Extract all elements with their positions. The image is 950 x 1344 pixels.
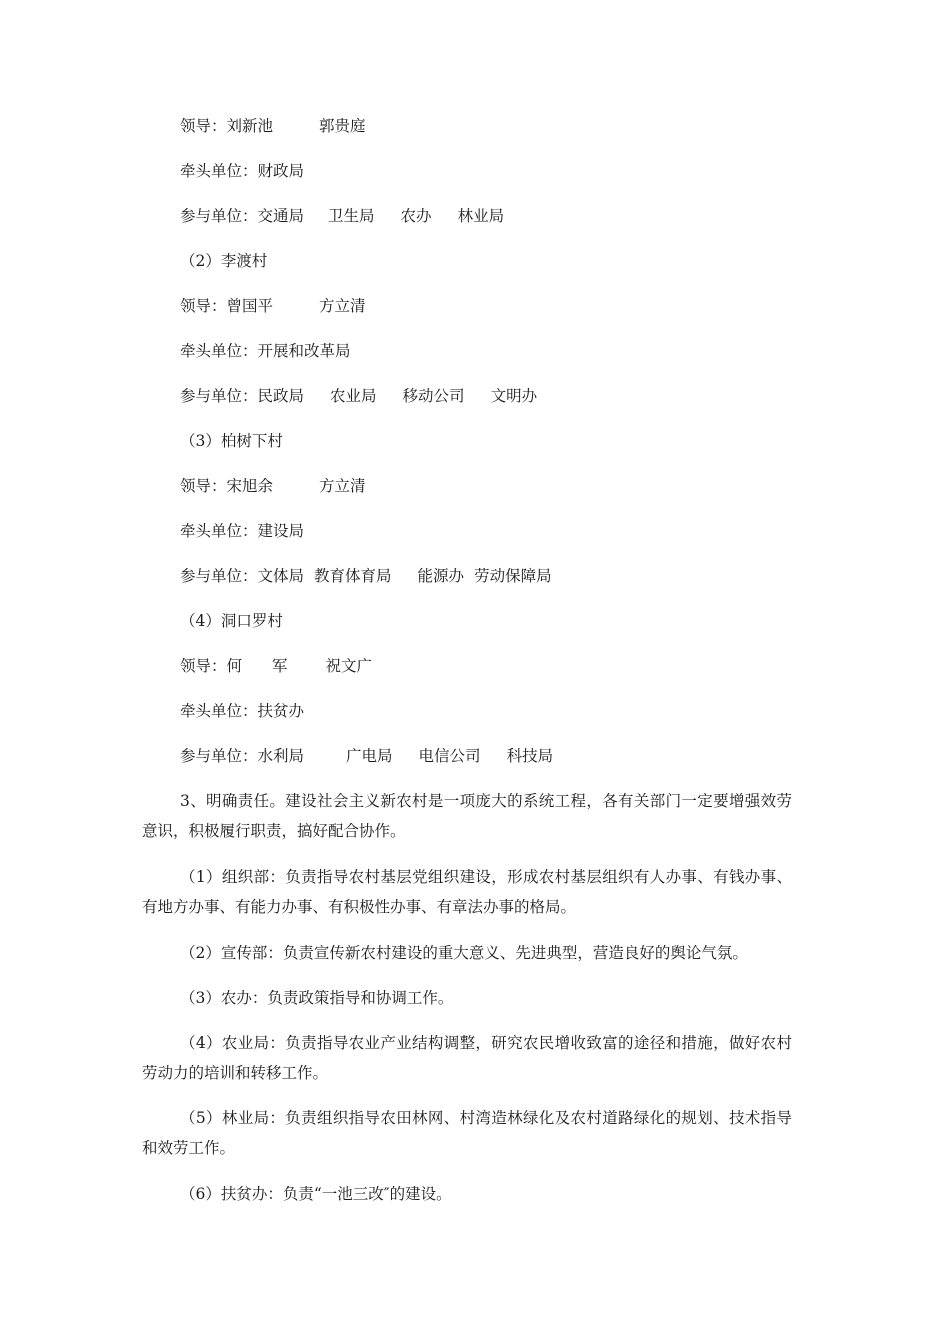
leader-name: 军	[272, 657, 288, 675]
lead-unit-value: 开展和改革局	[257, 342, 351, 360]
group-2-leaders	[180, 296, 366, 316]
group-3-lead-unit	[180, 521, 304, 541]
group-1-participants	[180, 206, 504, 226]
group-2-title: （2）李渡村	[180, 252, 268, 270]
responsibility-item: （1）组织部：负责指导农村基层党组织建设，形成农村基层组织有人办事、有钱办事、有地方办事、有能力办事、有积极性办事、有章法办事的格局。	[142, 868, 792, 916]
lead-unit-label: 牵头单位：	[180, 162, 258, 180]
group-4-title: （4）洞口罗村	[180, 612, 283, 630]
participant-unit: 农办	[400, 207, 432, 225]
responsibility-item: （3）农办：负责政策指导和协调工作。	[180, 989, 454, 1007]
leader-name: 宋旭余	[226, 477, 274, 495]
responsibility-intro: 3、明确责任。建设社会主义新农村是一项庞大的系统工程，各有关部门一定要增强效劳意识，积极履行职责，搞好配合协作。	[142, 792, 792, 840]
group-1-lead-unit	[180, 161, 304, 181]
leader-name: 曾国平	[226, 297, 274, 315]
group-4-participants	[180, 746, 553, 766]
participants-label: 参与单位：	[180, 747, 258, 765]
responsibility-item: （2）宣传部：负责宣传新农村建设的重大意义、先进典型，营造良好的舆论气氛。	[180, 944, 748, 962]
participant-unit: 劳动保障局	[474, 567, 552, 585]
group-3-participants	[180, 566, 552, 586]
participant-unit: 林业局	[457, 207, 505, 225]
responsibility-item: （4）农业局：负责指导农业产业结构调整，研究农民增收致富的途径和措施，做好农村劳动力的培训和转移工作。	[142, 1034, 792, 1082]
participant-unit: 民政局	[257, 387, 305, 405]
participant-unit: 卫生局	[328, 207, 375, 225]
group-3-title: （3）柏树下村	[180, 432, 283, 450]
participant-unit: 教育体育局	[314, 567, 392, 585]
lead-unit-value: 财政局	[257, 162, 305, 180]
leader-name: 方立清	[319, 297, 366, 315]
leader-name: 刘新池	[226, 117, 274, 135]
leader-label: 领导：	[180, 477, 227, 495]
participant-unit: 移动公司	[402, 387, 465, 405]
participant-unit: 农业局	[330, 387, 377, 405]
participant-unit: 交通局	[257, 207, 305, 225]
lead-unit-value: 扶贫办	[257, 702, 305, 720]
participant-unit: 文明办	[490, 387, 538, 405]
lead-unit-label: 牵头单位：	[180, 342, 258, 360]
participant-unit: 水利局	[257, 747, 305, 765]
participant-unit: 科技局	[506, 747, 554, 765]
leader-label: 领导：	[180, 657, 227, 675]
responsibility-item: （6）扶贫办：负责“一池三改″的建设。	[180, 1185, 452, 1203]
participants-label: 参与单位：	[180, 567, 258, 585]
group-4-lead-unit	[180, 701, 304, 721]
leader-name: 郭贵庭	[319, 117, 366, 135]
group-3-leaders	[180, 476, 366, 496]
leader-name: 祝文广	[325, 657, 373, 675]
leader-name: 何	[226, 657, 243, 675]
participants-label: 参与单位：	[180, 387, 258, 405]
participant-unit: 文体局	[257, 567, 305, 585]
group-2-lead-unit	[180, 341, 351, 361]
leader-label: 领导：	[180, 297, 227, 315]
participant-unit: 广电局	[346, 747, 393, 765]
lead-unit-value: 建设局	[257, 522, 305, 540]
participant-unit: 电信公司	[418, 747, 481, 765]
participants-label: 参与单位：	[180, 207, 258, 225]
leader-label: 领导：	[180, 117, 227, 135]
leader-name: 方立清	[319, 477, 366, 495]
lead-unit-label: 牵头单位：	[180, 522, 258, 540]
responsibility-item: （5）林业局：负责组织指导农田林网、村湾造林绿化及农村道路绿化的规划、技术指导和效劳工作。	[142, 1109, 792, 1157]
group-2-participants	[180, 386, 537, 406]
lead-unit-label: 牵头单位：	[180, 702, 258, 720]
participant-unit: 能源办	[417, 567, 465, 585]
group-4-leaders	[180, 656, 372, 676]
group-1-leaders	[180, 116, 366, 136]
